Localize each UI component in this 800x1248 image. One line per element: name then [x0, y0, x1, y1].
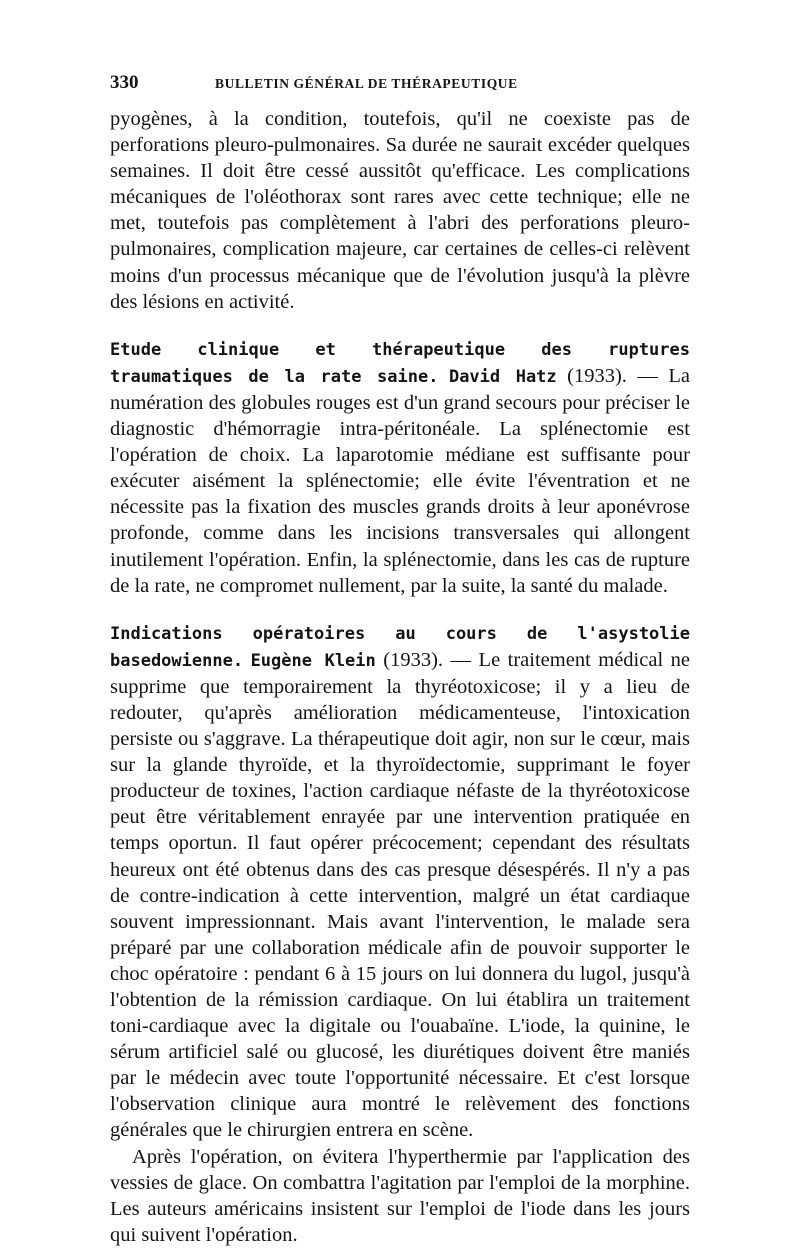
article-author-hatz: David Hatz — [448, 366, 557, 387]
paragraph-postoperative: Après l'opération, on évitera l'hyperthermie par l'application des vessies de glace. On combattra l'agitation par l'emploi de la morphine. Les auteurs américains insistent sur l'emploi de l'iode dans les jours qui suivent l'opération. — [110, 1145, 690, 1246]
article-body-rate: (1933). — La numération des globules rouges est d'un grand secours pour préciser le diagnostic d'hémorragie intra-péritonéale. La splénectomie est l'opération de choix. La laparotomie médiane est suffisante pour exécuter aisément la splénectomie; elle évite l'éventration et ne nécessite pas la fixation des muscles grands droits à leur aponévrose profonde, comme dans les incisions transversales qui allongent inutilement l'opération. Enfin, la splénectomie, dans les cas de rupture de la rate, ne compromet nullement, par la suite, la santé du malade. — [110, 364, 690, 597]
running-head — [110, 70, 690, 106]
document-page — [110, 70, 690, 1248]
paragraph-asystolie — [110, 620, 690, 1144]
paragraph-rate-rupture — [110, 336, 690, 599]
article-author-klein: Eugène Klein — [250, 650, 376, 671]
journal-title: BULLETIN GÉNÉRAL DE THÉRAPEUTIQUE — [215, 76, 518, 91]
paragraph-oleothorax: pyogènes, à la condition, toutefois, qu'il ne coexiste pas de perforations pleuro-pulmonaires. Sa durée ne saurait excéder quelques semaines. Il doit être cessé aussitôt qu'efficace. Les complications mécaniques de l'oléothorax sont rares avec cette technique; elle ne met, toutefois pas complètement à l'abri des perforations pleuro-pulmonaires, complication majeure, car certaines de celles-ci relèvent moins d'un processus mécanique que de l'évolution jusqu'à la plèvre des lésions en activité. — [110, 108, 690, 313]
page-number: 330 — [110, 72, 139, 93]
article-title-rate: Etude clinique et thérapeutique des ruptures traumatiques de la rate saine. — [110, 339, 690, 387]
article-title-asystolie: Indications opératoires au cours de l'asystolie basedowienne. — [110, 623, 690, 671]
article-body-asystolie: (1933). — Le traitement médical ne supprime que temporairement la thyréotoxicose; il y a lieu de redouter, qu'après amélioration médicamenteuse, l'intoxication persiste ou s'aggrave. La thérapeutique doit agir, non sur le cœur, mais sur la glande thyroïde, et la thyroïdectomie, supprimant le foyer producteur de toxines, l'action cardiaque néfaste de la thyréotoxicose peut être véritablement enrayée par une intervention pratiquée en temps oportun. Il faut opérer précocement; cependant des résultats heureux ont été obtenus dans des cas presque désespérés. Il n'y a pas de contre-indication à cette intervention, malgré un état cardiaque souvent impressionnant. Mais avant l'intervention, le malade sera préparé par une collaboration médicale afin de pouvoir supporter le choc opératoire : pendant 6 à 15 jours on lui donnera du lugol, jusqu'à l'obtention de la rémission cardiaque. On lui établira un traitement toni-cardiaque avec la digitale ou l'ouabaïne. L'iode, la quinine, le sérum artificiel salé ou glucosé, les diurétiques doivent être maniés par le médecin avec toute l'opportunité nécessaire. Et c'est lorsque l'observation clinique aura montré le relèvement des fonctions générales que le chirurgien entrera en scène. — [110, 648, 690, 1142]
